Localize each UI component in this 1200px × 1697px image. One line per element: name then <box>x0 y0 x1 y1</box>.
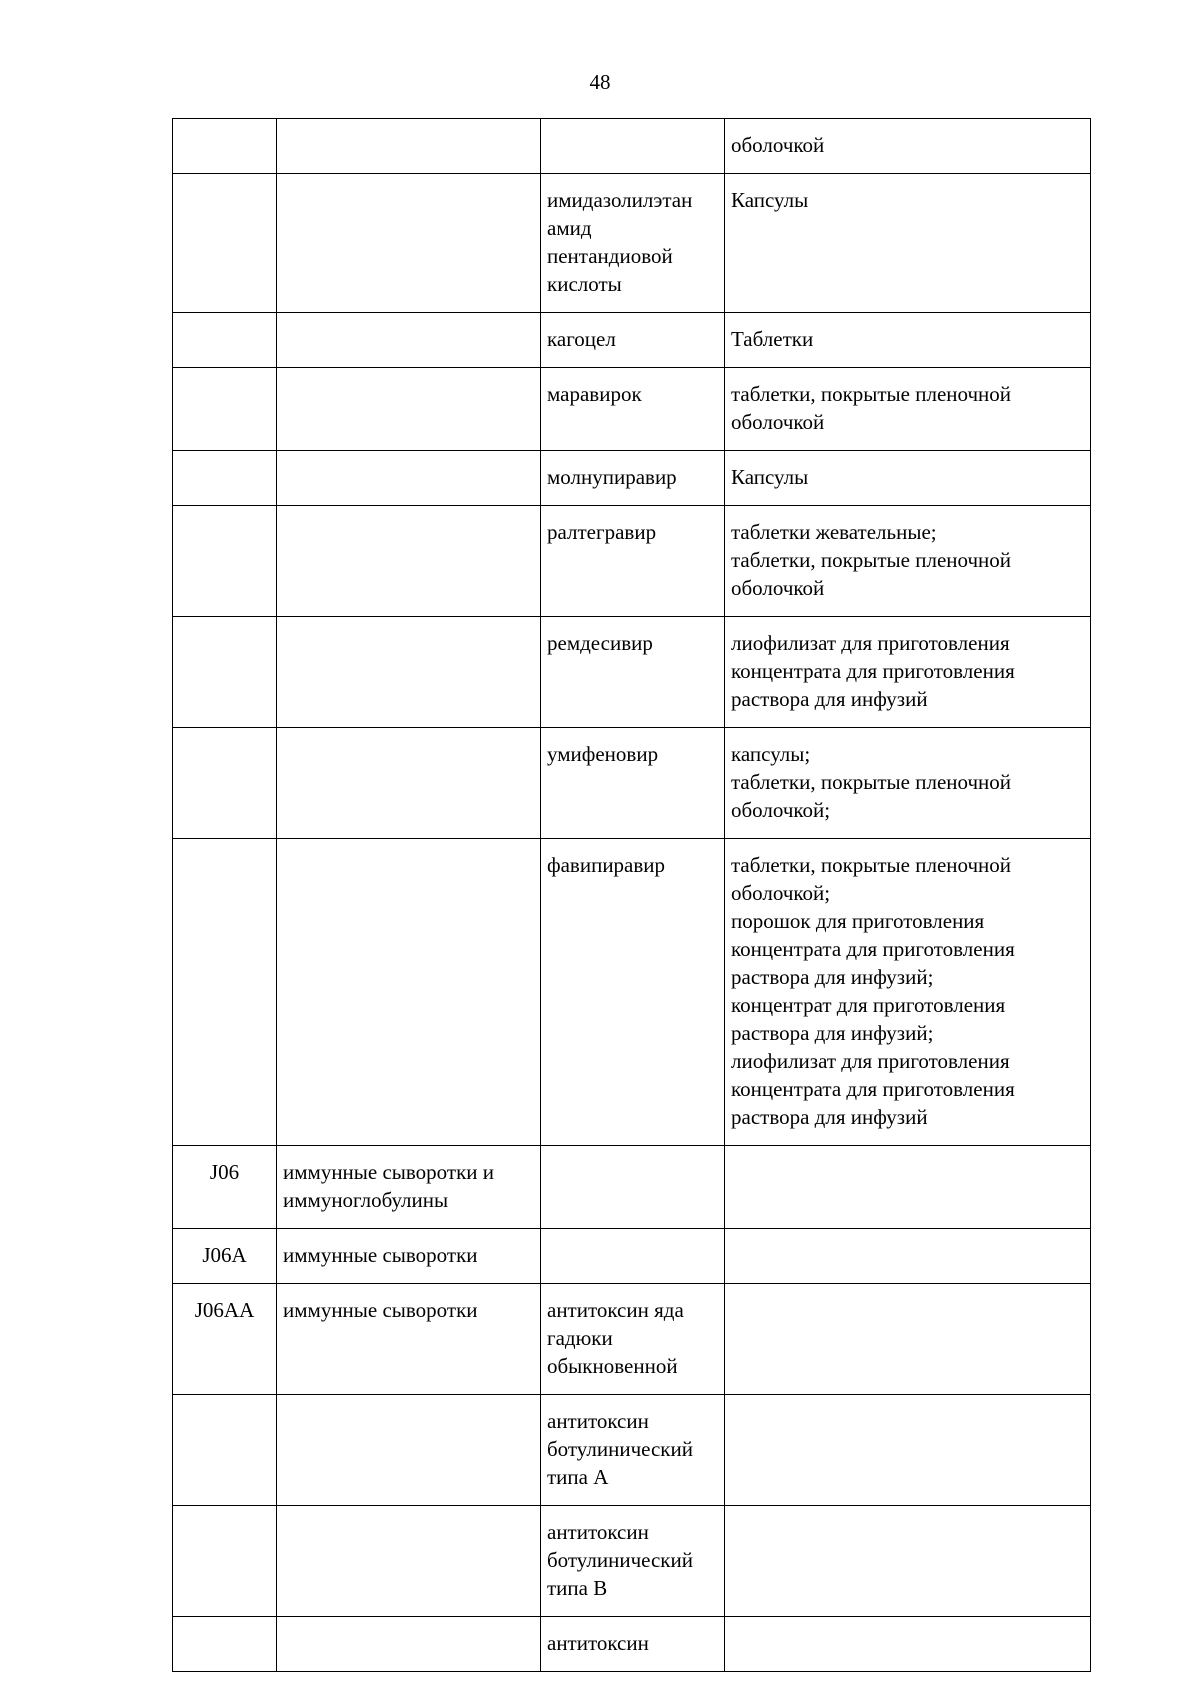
atc-code-cell <box>173 839 277 1146</box>
table-row <box>173 119 1091 174</box>
dosage-form-cell: Капсулы <box>725 451 1091 506</box>
atc-code-cell <box>173 1395 277 1506</box>
drug-name-cell <box>541 119 725 174</box>
group-name-cell <box>277 506 541 617</box>
dosage-form-cell <box>725 1395 1091 1506</box>
atc-code-cell <box>173 119 277 174</box>
drug-name-cell: антитоксин <box>541 1617 725 1672</box>
atc-code-cell <box>173 506 277 617</box>
group-name-cell: иммунные сыворотки и иммуноглобулины <box>277 1146 541 1229</box>
atc-code-cell <box>173 174 277 313</box>
atc-code-cell <box>173 451 277 506</box>
dosage-form-cell <box>725 1146 1091 1229</box>
atc-code-cell <box>173 313 277 368</box>
group-name-cell: иммунные сыворотки <box>277 1229 541 1284</box>
dosage-form-cell: таблетки жевательные; таблетки, покрытые пленочной оболочкой <box>725 506 1091 617</box>
drug-name-cell <box>541 1146 725 1229</box>
drug-name-cell: имидазолилэтан амид пентандиовой кислоты <box>541 174 725 313</box>
table-row <box>173 728 1091 839</box>
dosage-form-cell <box>725 1229 1091 1284</box>
group-name-cell: иммунные сыворотки <box>277 1284 541 1395</box>
atc-code-cell <box>173 368 277 451</box>
dosage-form-cell: Таблетки <box>725 313 1091 368</box>
drug-name-cell: умифеновир <box>541 728 725 839</box>
table-row <box>173 313 1091 368</box>
group-name-cell <box>277 313 541 368</box>
drug-name-cell: антитоксин яда гадюки обыкновенной <box>541 1284 725 1395</box>
group-name-cell <box>277 728 541 839</box>
dosage-form-cell: таблетки, покрытые пленочной оболочкой; порошок для приготовления концентрата для приготовления раствора для инфузий; концентрат для приготовления раствора для инфузий; лиофилизат для приготовления концентрата для приготовления раствора для инфузий <box>725 839 1091 1146</box>
group-name-cell <box>277 1506 541 1617</box>
table-row <box>173 617 1091 728</box>
table-row <box>173 1229 1091 1284</box>
atc-code-cell: J06AA <box>173 1284 277 1395</box>
atc-code-cell: J06 <box>173 1146 277 1229</box>
dosage-form-cell: капсулы; таблетки, покрытые пленочной оболочкой; <box>725 728 1091 839</box>
table-row <box>173 1506 1091 1617</box>
group-name-cell <box>277 1395 541 1506</box>
dosage-form-cell: лиофилизат для приготовления концентрата для приготовления раствора для инфузий <box>725 617 1091 728</box>
drug-name-cell: ралтегравир <box>541 506 725 617</box>
dosage-form-cell: оболочкой <box>725 119 1091 174</box>
drug-table <box>172 118 1091 1672</box>
group-name-cell <box>277 119 541 174</box>
group-name-cell <box>277 174 541 313</box>
dosage-form-cell <box>725 1284 1091 1395</box>
group-name-cell <box>277 368 541 451</box>
table-row <box>173 451 1091 506</box>
table-row <box>173 839 1091 1146</box>
atc-code-cell: J06A <box>173 1229 277 1284</box>
atc-code-cell <box>173 1506 277 1617</box>
page-number: 48 <box>589 70 611 94</box>
drug-name-cell: фавипиравир <box>541 839 725 1146</box>
table-row <box>173 506 1091 617</box>
dosage-form-cell <box>725 1617 1091 1672</box>
group-name-cell <box>277 617 541 728</box>
table-row <box>173 174 1091 313</box>
dosage-form-cell: Капсулы <box>725 174 1091 313</box>
drug-name-cell <box>541 1229 725 1284</box>
group-name-cell <box>277 839 541 1146</box>
table-row <box>173 1395 1091 1506</box>
dosage-form-cell: таблетки, покрытые пленочной оболочкой <box>725 368 1091 451</box>
atc-code-cell <box>173 617 277 728</box>
dosage-form-cell <box>725 1506 1091 1617</box>
table-row <box>173 1284 1091 1395</box>
drug-name-cell: маравирок <box>541 368 725 451</box>
table-row <box>173 1617 1091 1672</box>
drug-name-cell: антитоксин ботулинический типа В <box>541 1506 725 1617</box>
atc-code-cell <box>173 1617 277 1672</box>
drug-name-cell: ремдесивир <box>541 617 725 728</box>
atc-code-cell <box>173 728 277 839</box>
table-row <box>173 1146 1091 1229</box>
drug-name-cell: молнупиравир <box>541 451 725 506</box>
group-name-cell <box>277 451 541 506</box>
drug-name-cell: кагоцел <box>541 313 725 368</box>
table-row <box>173 368 1091 451</box>
group-name-cell <box>277 1617 541 1672</box>
drug-name-cell: антитоксин ботулинический типа А <box>541 1395 725 1506</box>
